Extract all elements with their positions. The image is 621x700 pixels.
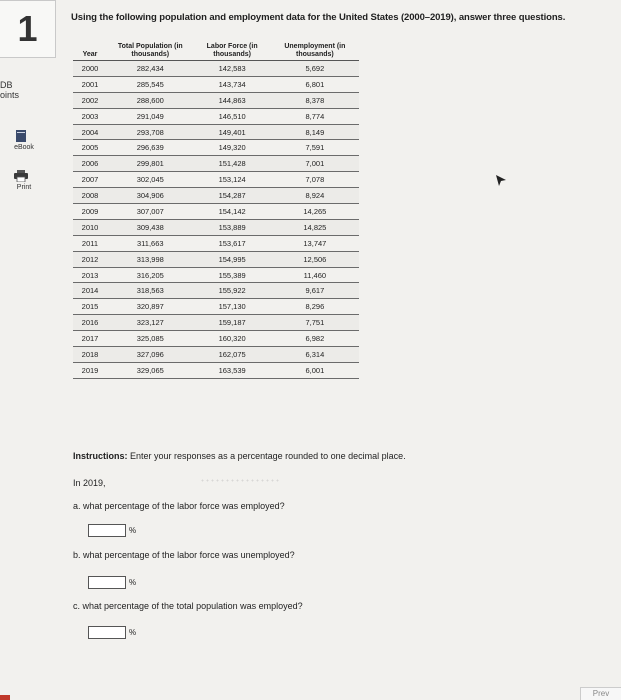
cell-labor-force: 149,320 xyxy=(194,140,271,156)
answer-c-unit: % xyxy=(129,628,137,637)
table-header-row xyxy=(73,36,359,61)
cell-unemployment: 7,591 xyxy=(271,140,359,156)
cell-unemployment: 8,378 xyxy=(271,92,359,108)
cell-labor-force: 153,124 xyxy=(194,172,271,188)
cell-year: 2008 xyxy=(73,188,107,204)
cell-labor-force: 154,142 xyxy=(194,204,271,220)
cell-year: 2007 xyxy=(73,172,107,188)
cell-labor-force: 157,130 xyxy=(194,299,271,315)
cell-year: 2005 xyxy=(73,140,107,156)
answer-a-unit: % xyxy=(129,526,137,535)
cell-unemployment: 8,149 xyxy=(271,124,359,140)
table-row xyxy=(73,92,359,108)
cell-year: 2010 xyxy=(73,219,107,235)
cell-labor-force: 160,320 xyxy=(194,331,271,347)
cell-labor-force: 144,863 xyxy=(194,92,271,108)
cell-unemployment: 12,506 xyxy=(271,251,359,267)
scan-noise xyxy=(200,478,280,484)
header-population: Total Population (in thousands) xyxy=(107,36,194,61)
cell-population: 304,906 xyxy=(107,188,194,204)
cell-population: 299,801 xyxy=(107,156,194,172)
table-row xyxy=(73,347,359,363)
cell-year: 2000 xyxy=(73,61,107,77)
cell-population: 282,434 xyxy=(107,61,194,77)
cell-unemployment: 5,692 xyxy=(271,61,359,77)
cell-year: 2006 xyxy=(73,156,107,172)
print-link[interactable]: Print xyxy=(16,184,32,191)
cell-unemployment: 7,751 xyxy=(271,315,359,331)
question-number: 1 xyxy=(0,0,56,58)
cell-population: 307,007 xyxy=(107,204,194,220)
table-row xyxy=(73,235,359,251)
cell-year: 2002 xyxy=(73,92,107,108)
cell-year: 2018 xyxy=(73,347,107,363)
cell-unemployment: 8,774 xyxy=(271,108,359,124)
instructions-body: Enter your responses as a percentage rounded to one decimal place. xyxy=(127,451,406,461)
table-row xyxy=(73,362,359,378)
table-row xyxy=(73,251,359,267)
cell-year: 2015 xyxy=(73,299,107,315)
cell-labor-force: 162,075 xyxy=(194,347,271,363)
cell-unemployment: 7,078 xyxy=(271,172,359,188)
cell-unemployment: 14,825 xyxy=(271,219,359,235)
cell-unemployment: 14,265 xyxy=(271,204,359,220)
question-prompt: Using the following population and employment data for the United States (2000–2019), answer three questions. xyxy=(71,12,566,23)
header-year: Year xyxy=(73,36,107,61)
cell-population: 291,049 xyxy=(107,108,194,124)
cell-population: 327,096 xyxy=(107,347,194,363)
answer-b-unit: % xyxy=(129,578,137,587)
cell-population: 293,708 xyxy=(107,124,194,140)
question-a-answer xyxy=(88,524,136,537)
table-row xyxy=(73,76,359,92)
cell-labor-force: 142,583 xyxy=(194,61,271,77)
table-row xyxy=(73,188,359,204)
table-row xyxy=(73,331,359,347)
table-row xyxy=(73,108,359,124)
table-row xyxy=(73,267,359,283)
header-unemployment: Unemployment (in thousands) xyxy=(271,36,359,61)
cell-labor-force: 153,617 xyxy=(194,235,271,251)
cell-year: 2016 xyxy=(73,315,107,331)
cell-population: 302,045 xyxy=(107,172,194,188)
cell-population: 296,639 xyxy=(107,140,194,156)
prev-button[interactable]: Prev xyxy=(580,687,621,700)
question-b-answer xyxy=(88,576,136,589)
header-labor-force: Labor Force (in thousands) xyxy=(194,36,271,61)
print-icon[interactable] xyxy=(14,170,28,182)
table-row xyxy=(73,283,359,299)
cell-labor-force: 154,995 xyxy=(194,251,271,267)
table-row xyxy=(73,299,359,315)
cell-population: 318,563 xyxy=(107,283,194,299)
cell-unemployment: 6,982 xyxy=(271,331,359,347)
cell-unemployment: 6,801 xyxy=(271,76,359,92)
cell-labor-force: 153,889 xyxy=(194,219,271,235)
cell-unemployment: 6,001 xyxy=(271,362,359,378)
cell-population: 323,127 xyxy=(107,315,194,331)
table-row xyxy=(73,140,359,156)
question-c-answer xyxy=(88,626,136,639)
cell-labor-force: 155,922 xyxy=(194,283,271,299)
cell-unemployment: 13,747 xyxy=(271,235,359,251)
cell-year: 2017 xyxy=(73,331,107,347)
cell-labor-force: 159,187 xyxy=(194,315,271,331)
employment-data-table xyxy=(73,36,359,379)
cell-year: 2004 xyxy=(73,124,107,140)
question-c-text: c. what percentage of the total population was employed? xyxy=(73,601,303,611)
question-a-text: a. what percentage of the labor force was employed? xyxy=(73,501,285,511)
cell-labor-force: 151,428 xyxy=(194,156,271,172)
ebook-link[interactable]: eBook xyxy=(14,144,34,151)
cell-population: 320,897 xyxy=(107,299,194,315)
points-label-1: DB xyxy=(0,80,13,90)
cell-unemployment: 7,001 xyxy=(271,156,359,172)
cell-year: 2011 xyxy=(73,235,107,251)
table-row xyxy=(73,315,359,331)
cell-population: 309,438 xyxy=(107,219,194,235)
table-row xyxy=(73,156,359,172)
table-row xyxy=(73,124,359,140)
question-context: In 2019, xyxy=(73,478,106,488)
question-b-text: b. what percentage of the labor force was unemployed? xyxy=(73,550,295,560)
cell-population: 329,065 xyxy=(107,362,194,378)
points-label-2: oints xyxy=(0,90,20,100)
instructions-label: Instructions: xyxy=(73,451,128,461)
cell-year: 2012 xyxy=(73,251,107,267)
table-row xyxy=(73,204,359,220)
cell-population: 316,205 xyxy=(107,267,194,283)
cell-population: 313,998 xyxy=(107,251,194,267)
cell-labor-force: 163,539 xyxy=(194,362,271,378)
answer-a-input[interactable] xyxy=(88,524,126,537)
cell-year: 2003 xyxy=(73,108,107,124)
cell-population: 288,600 xyxy=(107,92,194,108)
cell-unemployment: 9,617 xyxy=(271,283,359,299)
table-row xyxy=(73,61,359,77)
answer-b-input[interactable] xyxy=(88,576,126,589)
cell-labor-force: 155,389 xyxy=(194,267,271,283)
cell-labor-force: 154,287 xyxy=(194,188,271,204)
answer-c-input[interactable] xyxy=(88,626,126,639)
cell-unemployment: 11,460 xyxy=(271,267,359,283)
cell-population: 311,663 xyxy=(107,235,194,251)
instructions-text xyxy=(73,451,406,461)
cell-population: 285,545 xyxy=(107,76,194,92)
table-row xyxy=(73,172,359,188)
cell-labor-force: 143,734 xyxy=(194,76,271,92)
cell-labor-force: 149,401 xyxy=(194,124,271,140)
cell-labor-force: 146,510 xyxy=(194,108,271,124)
ebook-icon[interactable] xyxy=(14,130,28,142)
cell-unemployment: 6,314 xyxy=(271,347,359,363)
cell-year: 2009 xyxy=(73,204,107,220)
cell-year: 2001 xyxy=(73,76,107,92)
cell-year: 2019 xyxy=(73,362,107,378)
cell-population: 325,085 xyxy=(107,331,194,347)
table-row xyxy=(73,219,359,235)
cell-year: 2014 xyxy=(73,283,107,299)
mouse-cursor-icon xyxy=(495,174,507,188)
cell-unemployment: 8,296 xyxy=(271,299,359,315)
cell-unemployment: 8,924 xyxy=(271,188,359,204)
status-strip xyxy=(0,695,10,700)
cell-year: 2013 xyxy=(73,267,107,283)
